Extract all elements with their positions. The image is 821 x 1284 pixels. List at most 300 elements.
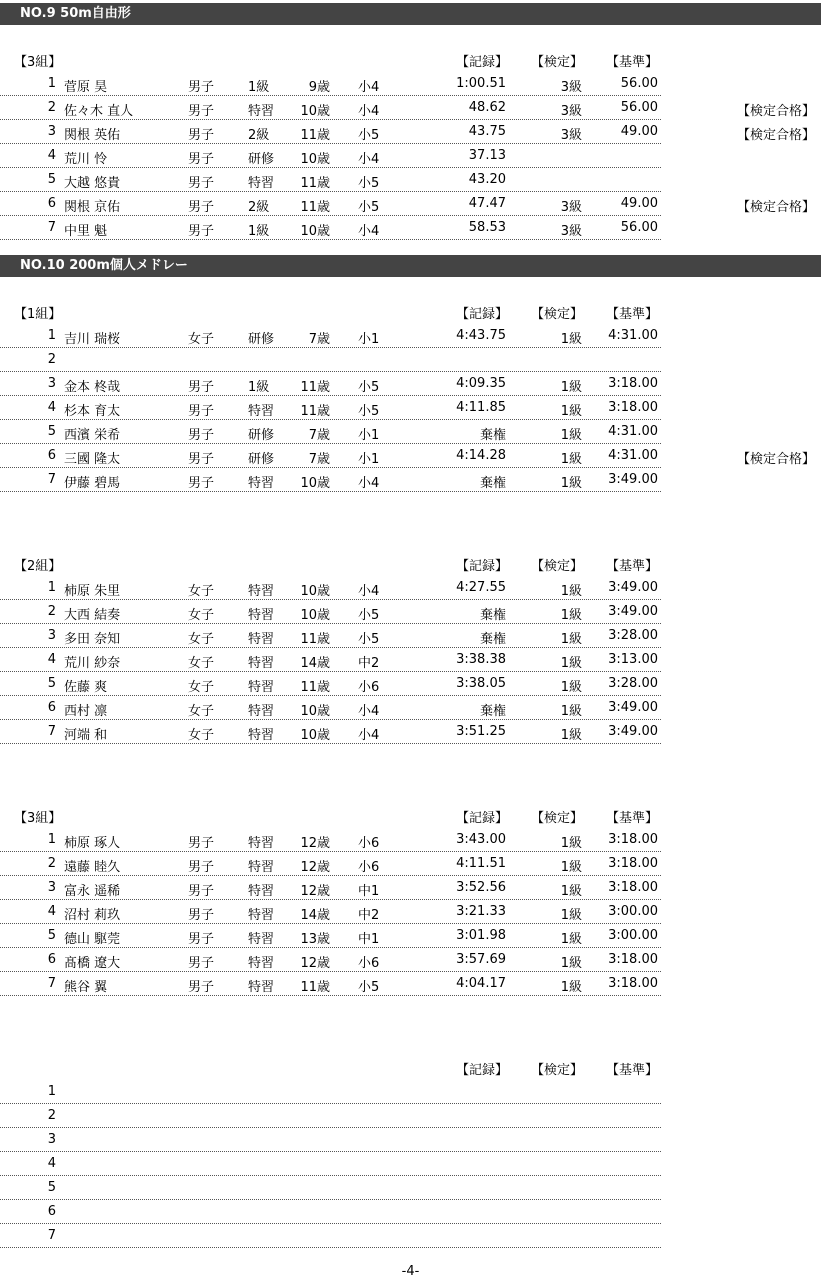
standard-time: 3:49.00 bbox=[608, 580, 658, 595]
gender: 女子 bbox=[188, 680, 215, 695]
grade-level: 特習 bbox=[248, 728, 275, 743]
gender: 男子 bbox=[188, 476, 215, 491]
lane-number: 2 bbox=[47, 856, 56, 871]
table-row bbox=[0, 168, 661, 192]
gender: 男子 bbox=[188, 200, 215, 215]
gender: 女子 bbox=[188, 632, 215, 647]
gender: 女子 bbox=[188, 656, 215, 671]
school-year: 小6 bbox=[358, 836, 380, 851]
age: 11歳 bbox=[300, 680, 330, 695]
standard-time: 3:13.00 bbox=[608, 652, 658, 667]
gender: 男子 bbox=[188, 860, 215, 875]
table-row bbox=[0, 828, 661, 852]
record-header: 【記録】 bbox=[456, 1063, 509, 1078]
record-time: 4:04.17 bbox=[456, 976, 506, 991]
record-time: 棄権 bbox=[479, 608, 506, 623]
test-level: 1級 bbox=[560, 380, 582, 395]
standard-time: 3:28.00 bbox=[608, 628, 658, 643]
gender: 男子 bbox=[188, 956, 215, 971]
swimmer-name: 伊藤 碧馬 bbox=[64, 476, 121, 491]
lane-number: 2 bbox=[47, 100, 56, 115]
test-level: 1級 bbox=[560, 428, 582, 443]
grade-level: 特習 bbox=[248, 884, 275, 899]
table-row bbox=[0, 600, 661, 624]
record-header: 【記録】 bbox=[456, 559, 509, 574]
record-time: 4:09.35 bbox=[456, 376, 506, 391]
record-time: 58.53 bbox=[468, 220, 506, 235]
lane-number: 6 bbox=[47, 952, 56, 967]
swimmer-name: 荒川 紗奈 bbox=[64, 656, 121, 671]
age: 13歳 bbox=[300, 932, 330, 947]
group-header bbox=[0, 552, 821, 576]
school-year: 小1 bbox=[358, 452, 380, 467]
check-header: 【検定】 bbox=[531, 1063, 584, 1078]
swimmer-name: 柿原 琢人 bbox=[64, 836, 121, 851]
lane-number: 1 bbox=[47, 580, 56, 595]
page-number: -4- bbox=[401, 1264, 420, 1279]
table-row bbox=[0, 1104, 661, 1128]
gender: 男子 bbox=[188, 380, 215, 395]
grade-level: 1級 bbox=[248, 380, 270, 395]
test-level: 1級 bbox=[560, 608, 582, 623]
age: 11歳 bbox=[300, 380, 330, 395]
gender: 男子 bbox=[188, 452, 215, 467]
check-header: 【検定】 bbox=[531, 559, 584, 574]
test-level: 1級 bbox=[560, 704, 582, 719]
test-level: 3級 bbox=[560, 128, 582, 143]
table-row bbox=[0, 144, 661, 168]
grade-level: 特習 bbox=[248, 836, 275, 851]
test-level: 1級 bbox=[560, 632, 582, 647]
group-header bbox=[0, 48, 821, 72]
table-row bbox=[0, 120, 816, 144]
standard-time: 3:18.00 bbox=[608, 976, 658, 991]
table-row bbox=[0, 924, 661, 948]
group-name: 【3組】 bbox=[14, 55, 62, 70]
grade-level: 特習 bbox=[248, 980, 275, 995]
test-level: 1級 bbox=[560, 956, 582, 971]
school-year: 小5 bbox=[358, 200, 380, 215]
grade-level: 研修 bbox=[248, 428, 275, 443]
standard-time: 3:18.00 bbox=[608, 880, 658, 895]
swimmer-name: 西村 凛 bbox=[64, 704, 108, 719]
test-level: 1級 bbox=[560, 860, 582, 875]
test-level: 1級 bbox=[560, 908, 582, 923]
school-year: 小1 bbox=[358, 332, 380, 347]
standard-header: 【基準】 bbox=[606, 55, 659, 70]
standard-time: 3:00.00 bbox=[608, 928, 658, 943]
age: 7歳 bbox=[308, 452, 330, 467]
lane-number: 2 bbox=[47, 604, 56, 619]
grade-level: 特習 bbox=[248, 176, 275, 191]
lane-number: 5 bbox=[47, 928, 56, 943]
age: 10歳 bbox=[300, 584, 330, 599]
table-row bbox=[0, 1200, 661, 1224]
record-time: 3:52.56 bbox=[456, 880, 506, 895]
record-time: 4:27.55 bbox=[456, 580, 506, 595]
swimmer-name: 佐々木 直人 bbox=[64, 104, 134, 119]
record-time: 37.13 bbox=[468, 148, 506, 163]
standard-time: 3:18.00 bbox=[608, 400, 658, 415]
lane-number: 6 bbox=[47, 196, 56, 211]
table-row bbox=[0, 348, 661, 372]
grade-level: 特習 bbox=[248, 932, 275, 947]
lane-number: 5 bbox=[47, 424, 56, 439]
age: 14歳 bbox=[300, 908, 330, 923]
gender: 男子 bbox=[188, 428, 215, 443]
age: 10歳 bbox=[300, 704, 330, 719]
lane-number: 7 bbox=[47, 1228, 56, 1243]
standard-time: 3:00.00 bbox=[608, 904, 658, 919]
pass-mark: 【検定合格】 bbox=[737, 452, 816, 467]
school-year: 中2 bbox=[358, 908, 380, 923]
standard-time: 4:31.00 bbox=[608, 448, 658, 463]
school-year: 小6 bbox=[358, 680, 380, 695]
standard-time: 3:28.00 bbox=[608, 676, 658, 691]
gender: 女子 bbox=[188, 608, 215, 623]
lane-number: 3 bbox=[47, 124, 56, 139]
record-time: 3:01.98 bbox=[456, 928, 506, 943]
school-year: 小4 bbox=[358, 704, 380, 719]
grade-level: 研修 bbox=[248, 332, 275, 347]
record-time: 48.62 bbox=[468, 100, 506, 115]
grade-level: 特習 bbox=[248, 104, 275, 119]
lane-number: 4 bbox=[47, 904, 56, 919]
standard-time: 3:18.00 bbox=[608, 952, 658, 967]
record-time: 3:51.25 bbox=[456, 724, 506, 739]
swimmer-name: 富永 遥稀 bbox=[64, 884, 121, 899]
lane-number: 2 bbox=[47, 1108, 56, 1123]
gender: 男子 bbox=[188, 152, 215, 167]
record-time: 4:11.51 bbox=[456, 856, 506, 871]
lane-number: 1 bbox=[47, 832, 56, 847]
swimmer-name: 柿原 朱里 bbox=[64, 584, 121, 599]
lane-number: 5 bbox=[47, 1180, 56, 1195]
school-year: 小5 bbox=[358, 380, 380, 395]
check-header: 【検定】 bbox=[531, 307, 584, 322]
swimmer-name: 佐藤 爽 bbox=[64, 680, 108, 695]
test-level: 1級 bbox=[560, 584, 582, 599]
test-level: 1級 bbox=[560, 656, 582, 671]
age: 10歳 bbox=[300, 608, 330, 623]
lane-number: 1 bbox=[47, 76, 56, 91]
results-group bbox=[0, 552, 821, 744]
gender: 男子 bbox=[188, 932, 215, 947]
school-year: 小1 bbox=[358, 428, 380, 443]
results-group bbox=[0, 1056, 821, 1248]
test-level: 1級 bbox=[560, 884, 582, 899]
lane-number: 6 bbox=[47, 700, 56, 715]
gender: 男子 bbox=[188, 80, 215, 95]
swimmer-name: 遠藤 睦久 bbox=[64, 860, 121, 875]
swimmer-name: 関根 英佑 bbox=[64, 128, 121, 143]
lane-number: 4 bbox=[47, 652, 56, 667]
standard-time: 56.00 bbox=[620, 100, 658, 115]
lane-number: 7 bbox=[47, 724, 56, 739]
results-group bbox=[0, 48, 821, 240]
record-time: 3:38.05 bbox=[456, 676, 506, 691]
test-level: 3級 bbox=[560, 224, 582, 239]
lane-number: 4 bbox=[47, 1156, 56, 1171]
age: 10歳 bbox=[300, 104, 330, 119]
standard-time: 3:49.00 bbox=[608, 472, 658, 487]
group-header bbox=[0, 300, 821, 324]
swimmer-name: 多田 奈知 bbox=[64, 632, 121, 647]
record-time: 3:57.69 bbox=[456, 952, 506, 967]
record-header: 【記録】 bbox=[456, 307, 509, 322]
swimmer-name: 德山 駆莞 bbox=[64, 932, 121, 947]
grade-level: 特習 bbox=[248, 608, 275, 623]
test-level: 1級 bbox=[560, 476, 582, 491]
gender: 男子 bbox=[188, 908, 215, 923]
school-year: 小4 bbox=[358, 224, 380, 239]
swimmer-name: 河端 和 bbox=[64, 728, 108, 743]
gender: 男子 bbox=[188, 884, 215, 899]
lane-number: 3 bbox=[47, 628, 56, 643]
test-level: 1級 bbox=[560, 680, 582, 695]
swimmer-name: 三國 隆太 bbox=[64, 452, 121, 467]
standard-time: 3:18.00 bbox=[608, 832, 658, 847]
swimmer-name: 髙橋 遼大 bbox=[64, 956, 121, 971]
school-year: 小4 bbox=[358, 152, 380, 167]
school-year: 小4 bbox=[358, 584, 380, 599]
table-row bbox=[0, 1080, 661, 1104]
pass-mark: 【検定合格】 bbox=[737, 104, 816, 119]
table-row bbox=[0, 1152, 661, 1176]
record-time: 4:11.85 bbox=[456, 400, 506, 415]
gender: 女子 bbox=[188, 728, 215, 743]
lane-number: 3 bbox=[47, 880, 56, 895]
age: 11歳 bbox=[300, 632, 330, 647]
school-year: 中1 bbox=[358, 884, 380, 899]
table-row bbox=[0, 324, 661, 348]
test-level: 1級 bbox=[560, 932, 582, 947]
event-title-no10: NO.10 200m個人メドレー bbox=[0, 255, 821, 277]
table-row bbox=[0, 420, 661, 444]
table-row bbox=[0, 96, 816, 120]
grade-level: 2級 bbox=[248, 128, 270, 143]
gender: 男子 bbox=[188, 128, 215, 143]
school-year: 小5 bbox=[358, 404, 380, 419]
record-time: 47.47 bbox=[468, 196, 506, 211]
gender: 女子 bbox=[188, 584, 215, 599]
lane-number: 3 bbox=[47, 376, 56, 391]
test-level: 3級 bbox=[560, 80, 582, 95]
grade-level: 特習 bbox=[248, 632, 275, 647]
standard-time: 3:49.00 bbox=[608, 604, 658, 619]
table-row bbox=[0, 1176, 661, 1200]
record-time: 棄権 bbox=[479, 704, 506, 719]
grade-level: 特習 bbox=[248, 404, 275, 419]
gender: 男子 bbox=[188, 980, 215, 995]
grade-level: 1級 bbox=[248, 80, 270, 95]
grade-level: 特習 bbox=[248, 704, 275, 719]
swimmer-name: 大越 悠貴 bbox=[64, 176, 121, 191]
table-row bbox=[0, 72, 661, 96]
table-row bbox=[0, 372, 661, 396]
table-row bbox=[0, 1128, 661, 1152]
standard-time: 3:49.00 bbox=[608, 700, 658, 715]
age: 12歳 bbox=[300, 836, 330, 851]
age: 11歳 bbox=[300, 980, 330, 995]
group-header bbox=[0, 804, 821, 828]
swimmer-name: 中里 魁 bbox=[64, 224, 108, 239]
test-level: 1級 bbox=[560, 836, 582, 851]
age: 9歳 bbox=[308, 80, 330, 95]
gender: 男子 bbox=[188, 404, 215, 419]
swimmer-name: 沼村 莉玖 bbox=[64, 908, 121, 923]
lane-number: 2 bbox=[47, 352, 56, 367]
test-level: 1級 bbox=[560, 980, 582, 995]
test-level: 3級 bbox=[560, 104, 582, 119]
test-level: 3級 bbox=[560, 200, 582, 215]
swimmer-name: 西濱 栄希 bbox=[64, 428, 121, 443]
table-row bbox=[0, 672, 661, 696]
swimmer-name: 菅原 昊 bbox=[64, 80, 108, 95]
record-header: 【記録】 bbox=[456, 811, 509, 826]
record-time: 棄権 bbox=[479, 428, 506, 443]
test-level: 1級 bbox=[560, 332, 582, 347]
age: 10歳 bbox=[300, 728, 330, 743]
record-time: 棄権 bbox=[479, 476, 506, 491]
record-time: 3:38.38 bbox=[456, 652, 506, 667]
school-year: 小4 bbox=[358, 80, 380, 95]
standard-header: 【基準】 bbox=[606, 811, 659, 826]
grade-level: 特習 bbox=[248, 860, 275, 875]
table-row bbox=[0, 468, 661, 492]
group-name: 【2組】 bbox=[14, 559, 62, 574]
standard-header: 【基準】 bbox=[606, 307, 659, 322]
record-time: 4:14.28 bbox=[456, 448, 506, 463]
age: 11歳 bbox=[300, 176, 330, 191]
grade-level: 特習 bbox=[248, 476, 275, 491]
age: 11歳 bbox=[300, 200, 330, 215]
grade-level: 特習 bbox=[248, 908, 275, 923]
standard-time: 4:31.00 bbox=[608, 424, 658, 439]
school-year: 小4 bbox=[358, 476, 380, 491]
lane-number: 4 bbox=[47, 148, 56, 163]
table-row bbox=[0, 192, 816, 216]
swimmer-name: 熊谷 翼 bbox=[64, 980, 108, 995]
school-year: 小4 bbox=[358, 104, 380, 119]
school-year: 中2 bbox=[358, 656, 380, 671]
table-row bbox=[0, 624, 661, 648]
lane-number: 6 bbox=[47, 1204, 56, 1219]
lane-number: 1 bbox=[47, 1084, 56, 1099]
check-header: 【検定】 bbox=[531, 55, 584, 70]
standard-header: 【基準】 bbox=[606, 559, 659, 574]
swimmer-name: 杉本 育太 bbox=[64, 404, 121, 419]
school-year: 小5 bbox=[358, 176, 380, 191]
table-row bbox=[0, 648, 661, 672]
record-time: 3:21.33 bbox=[456, 904, 506, 919]
table-row bbox=[0, 396, 661, 420]
gender: 男子 bbox=[188, 224, 215, 239]
grade-level: 研修 bbox=[248, 452, 275, 467]
table-row bbox=[0, 852, 661, 876]
lane-number: 3 bbox=[47, 1132, 56, 1147]
standard-time: 3:18.00 bbox=[608, 376, 658, 391]
results-group bbox=[0, 804, 821, 996]
school-year: 小5 bbox=[358, 128, 380, 143]
grade-level: 1級 bbox=[248, 224, 270, 239]
age: 11歳 bbox=[300, 404, 330, 419]
lane-number: 4 bbox=[47, 400, 56, 415]
gender: 女子 bbox=[188, 704, 215, 719]
school-year: 小6 bbox=[358, 956, 380, 971]
standard-header: 【基準】 bbox=[606, 1063, 659, 1078]
record-time: 43.75 bbox=[468, 124, 506, 139]
lane-number: 7 bbox=[47, 220, 56, 235]
gender: 男子 bbox=[188, 836, 215, 851]
grade-level: 特習 bbox=[248, 656, 275, 671]
lane-number: 7 bbox=[47, 472, 56, 487]
pass-mark: 【検定合格】 bbox=[737, 200, 816, 215]
standard-time: 56.00 bbox=[620, 76, 658, 91]
age: 11歳 bbox=[300, 128, 330, 143]
school-year: 小6 bbox=[358, 860, 380, 875]
age: 10歳 bbox=[300, 152, 330, 167]
table-row bbox=[0, 900, 661, 924]
school-year: 小4 bbox=[358, 728, 380, 743]
lane-number: 6 bbox=[47, 448, 56, 463]
gender: 男子 bbox=[188, 104, 215, 119]
swimmer-name: 荒川 怜 bbox=[64, 152, 108, 167]
standard-time: 3:18.00 bbox=[608, 856, 658, 871]
grade-level: 2級 bbox=[248, 200, 270, 215]
check-header: 【検定】 bbox=[531, 811, 584, 826]
table-row bbox=[0, 720, 661, 744]
test-level: 1級 bbox=[560, 452, 582, 467]
record-time: 棄権 bbox=[479, 632, 506, 647]
event-title-no9: NO.9 50m自由形 bbox=[0, 3, 821, 25]
age: 10歳 bbox=[300, 224, 330, 239]
age: 7歳 bbox=[308, 428, 330, 443]
school-year: 小5 bbox=[358, 980, 380, 995]
table-row bbox=[0, 1224, 661, 1248]
swimmer-name: 金本 柊哉 bbox=[64, 380, 121, 395]
age: 10歳 bbox=[300, 476, 330, 491]
record-time: 1:00.51 bbox=[456, 76, 506, 91]
age: 12歳 bbox=[300, 884, 330, 899]
age: 7歳 bbox=[308, 332, 330, 347]
swimmer-name: 大西 結奏 bbox=[64, 608, 121, 623]
lane-number: 1 bbox=[47, 328, 56, 343]
record-time: 4:43.75 bbox=[456, 328, 506, 343]
table-row bbox=[0, 696, 661, 720]
lane-number: 7 bbox=[47, 976, 56, 991]
age: 12歳 bbox=[300, 860, 330, 875]
grade-level: 特習 bbox=[248, 956, 275, 971]
standard-time: 4:31.00 bbox=[608, 328, 658, 343]
group-name: 【3組】 bbox=[14, 811, 62, 826]
record-time: 3:43.00 bbox=[456, 832, 506, 847]
swimmer-name: 吉川 瑞桜 bbox=[64, 332, 121, 347]
test-level: 1級 bbox=[560, 404, 582, 419]
lane-number: 5 bbox=[47, 172, 56, 187]
school-year: 小5 bbox=[358, 632, 380, 647]
table-row bbox=[0, 876, 661, 900]
grade-level: 研修 bbox=[248, 152, 275, 167]
table-row bbox=[0, 576, 661, 600]
table-row bbox=[0, 948, 661, 972]
age: 14歳 bbox=[300, 656, 330, 671]
record-time: 43.20 bbox=[468, 172, 506, 187]
table-row bbox=[0, 444, 816, 468]
standard-time: 49.00 bbox=[620, 196, 658, 211]
grade-level: 特習 bbox=[248, 584, 275, 599]
grade-level: 特習 bbox=[248, 680, 275, 695]
